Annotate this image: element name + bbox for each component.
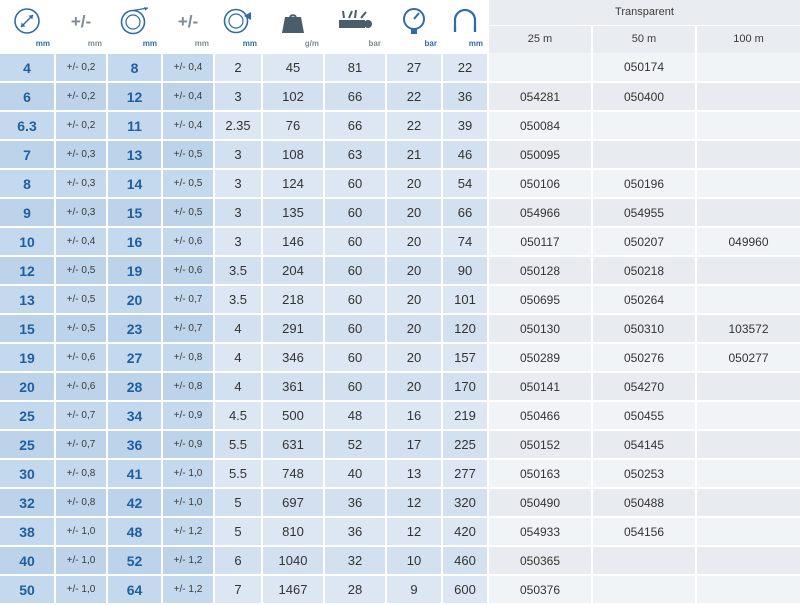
cell-wall-thickness: 4.5 <box>214 401 262 430</box>
header-unit-od: mm <box>142 39 157 48</box>
tolerance-icon <box>163 2 213 32</box>
cell-inner-diameter: 12 <box>0 256 55 285</box>
cell-code-50m <box>592 575 696 604</box>
cell-code-25m: 050466 <box>488 401 592 430</box>
cell-bend-radius: 460 <box>442 546 488 575</box>
cell-code-100m <box>696 488 800 517</box>
header-unit-od-tol: mm <box>194 39 209 48</box>
outer-diameter-icon <box>108 2 161 36</box>
inner-diameter-icon <box>0 2 54 36</box>
cell-code-100m <box>696 372 800 401</box>
cell-inner-diameter: 25 <box>0 401 55 430</box>
cell-inner-diameter: 20 <box>0 372 55 401</box>
cell-inner-diameter: 19 <box>0 343 55 372</box>
cell-bend-radius: 101 <box>442 285 488 314</box>
cell-burst-pressure: 40 <box>324 459 386 488</box>
header-unit-bend: mm <box>468 39 483 48</box>
cell-burst-pressure: 66 <box>324 111 386 140</box>
cell-code-50m: 050455 <box>592 401 696 430</box>
cell-burst-pressure: 60 <box>324 285 386 314</box>
cell-burst-pressure: 63 <box>324 140 386 169</box>
cell-code-100m: 050277 <box>696 343 800 372</box>
cell-bend-radius: 157 <box>442 343 488 372</box>
cell-od-tolerance: +/- 0,9 <box>162 430 214 459</box>
cell-code-25m: 050163 <box>488 459 592 488</box>
cell-outer-diameter: 8 <box>107 53 162 82</box>
header-length-25m: 25 m <box>488 25 592 53</box>
cell-bend-radius: 277 <box>442 459 488 488</box>
cell-weight: 346 <box>262 343 324 372</box>
cell-working-pressure: 20 <box>386 314 442 343</box>
cell-code-100m <box>696 82 800 111</box>
cell-od-tolerance: +/- 0,4 <box>162 82 214 111</box>
cell-bend-radius: 225 <box>442 430 488 459</box>
cell-wall-thickness: 5 <box>214 488 262 517</box>
cell-code-100m <box>696 517 800 546</box>
cell-burst-pressure: 52 <box>324 430 386 459</box>
cell-code-25m: 050084 <box>488 111 592 140</box>
table-row <box>0 401 800 430</box>
cell-bend-radius: 46 <box>442 140 488 169</box>
cell-inner-diameter: 32 <box>0 488 55 517</box>
cell-inner-diameter: 15 <box>0 314 55 343</box>
cell-od-tolerance: +/- 1,0 <box>162 488 214 517</box>
cell-code-50m: 054145 <box>592 430 696 459</box>
table-row <box>0 53 800 82</box>
cell-working-pressure: 10 <box>386 546 442 575</box>
cell-weight: 500 <box>262 401 324 430</box>
cell-code-100m <box>696 256 800 285</box>
cell-code-50m: 050400 <box>592 82 696 111</box>
cell-id-tolerance: +/- 0,3 <box>55 169 107 198</box>
header-length-100m: 100 m <box>696 25 800 53</box>
cell-weight: 108 <box>262 140 324 169</box>
cell-bend-radius: 39 <box>442 111 488 140</box>
cell-working-pressure: 21 <box>386 140 442 169</box>
cell-working-pressure: 20 <box>386 285 442 314</box>
table-header <box>0 0 800 53</box>
cell-od-tolerance: +/- 0,6 <box>162 256 214 285</box>
cell-od-tolerance: +/- 1,2 <box>162 517 214 546</box>
cell-id-tolerance: +/- 0,7 <box>55 430 107 459</box>
cell-code-50m <box>592 111 696 140</box>
cell-wall-thickness: 4 <box>214 372 262 401</box>
cell-id-tolerance: +/- 0,2 <box>55 53 107 82</box>
cell-burst-pressure: 60 <box>324 343 386 372</box>
table-row <box>0 140 800 169</box>
cell-code-50m: 050253 <box>592 459 696 488</box>
table-row <box>0 111 800 140</box>
header-group-transparent: Transparent <box>488 0 800 25</box>
header-bend-radius <box>442 0 488 53</box>
cell-working-pressure: 13 <box>386 459 442 488</box>
cell-burst-pressure: 32 <box>324 546 386 575</box>
header-burst-pressure <box>324 0 386 53</box>
cell-wall-thickness: 3.5 <box>214 256 262 285</box>
cell-code-100m <box>696 401 800 430</box>
cell-od-tolerance: +/- 0,7 <box>162 285 214 314</box>
cell-outer-diameter: 23 <box>107 314 162 343</box>
header-id-tolerance <box>55 0 107 53</box>
bend-radius-icon <box>443 2 487 36</box>
cell-inner-diameter: 8 <box>0 169 55 198</box>
cell-inner-diameter: 40 <box>0 546 55 575</box>
table-row <box>0 314 800 343</box>
cell-code-50m: 050174 <box>592 53 696 82</box>
cell-bend-radius: 36 <box>442 82 488 111</box>
cell-wall-thickness: 3 <box>214 169 262 198</box>
cell-code-25m <box>488 53 592 82</box>
header-row-top <box>0 0 800 25</box>
table-row <box>0 256 800 285</box>
cell-id-tolerance: +/- 1,0 <box>55 546 107 575</box>
cell-od-tolerance: +/- 0,7 <box>162 314 214 343</box>
cell-working-pressure: 16 <box>386 401 442 430</box>
table-row <box>0 430 800 459</box>
cell-burst-pressure: 36 <box>324 488 386 517</box>
table-row <box>0 198 800 227</box>
cell-id-tolerance: +/- 0,8 <box>55 459 107 488</box>
cell-id-tolerance: +/- 0,2 <box>55 111 107 140</box>
cell-bend-radius: 90 <box>442 256 488 285</box>
cell-outer-diameter: 64 <box>107 575 162 604</box>
cell-code-50m <box>592 140 696 169</box>
cell-burst-pressure: 66 <box>324 82 386 111</box>
cell-code-50m: 050218 <box>592 256 696 285</box>
cell-bend-radius: 22 <box>442 53 488 82</box>
cell-inner-diameter: 38 <box>0 517 55 546</box>
cell-od-tolerance: +/- 0,8 <box>162 343 214 372</box>
cell-burst-pressure: 81 <box>324 53 386 82</box>
cell-od-tolerance: +/- 1,2 <box>162 575 214 604</box>
cell-inner-diameter: 25 <box>0 430 55 459</box>
cell-burst-pressure: 48 <box>324 401 386 430</box>
cell-working-pressure: 9 <box>386 575 442 604</box>
header-wall-thickness <box>214 0 262 53</box>
cell-code-100m <box>696 53 800 82</box>
cell-id-tolerance: +/- 0,3 <box>55 140 107 169</box>
cell-bend-radius: 600 <box>442 575 488 604</box>
header-working-pressure <box>386 0 442 53</box>
cell-bend-radius: 219 <box>442 401 488 430</box>
cell-working-pressure: 22 <box>386 82 442 111</box>
cell-od-tolerance: +/- 0,4 <box>162 53 214 82</box>
cell-inner-diameter: 10 <box>0 227 55 256</box>
cell-wall-thickness: 3 <box>214 198 262 227</box>
cell-code-25m: 050289 <box>488 343 592 372</box>
cell-working-pressure: 12 <box>386 517 442 546</box>
cell-bend-radius: 74 <box>442 227 488 256</box>
cell-code-50m: 054270 <box>592 372 696 401</box>
cell-od-tolerance: +/- 0,9 <box>162 401 214 430</box>
cell-od-tolerance: +/- 1,2 <box>162 546 214 575</box>
cell-outer-diameter: 42 <box>107 488 162 517</box>
cell-id-tolerance: +/- 0,6 <box>55 343 107 372</box>
cell-outer-diameter: 27 <box>107 343 162 372</box>
cell-inner-diameter: 50 <box>0 575 55 604</box>
cell-weight: 361 <box>262 372 324 401</box>
table-row <box>0 343 800 372</box>
tolerance-icon <box>56 2 106 32</box>
header-od-tolerance <box>162 0 214 53</box>
cell-code-100m: 103572 <box>696 314 800 343</box>
cell-weight: 810 <box>262 517 324 546</box>
cell-code-50m: 050196 <box>592 169 696 198</box>
cell-code-50m: 050488 <box>592 488 696 517</box>
header-unit-burst: bar <box>368 39 381 48</box>
cell-bend-radius: 420 <box>442 517 488 546</box>
table-body <box>0 53 800 604</box>
cell-burst-pressure: 60 <box>324 372 386 401</box>
header-inner-diameter <box>0 0 55 53</box>
cell-inner-diameter: 4 <box>0 53 55 82</box>
cell-working-pressure: 20 <box>386 227 442 256</box>
cell-od-tolerance: +/- 0,6 <box>162 227 214 256</box>
header-unit-id: mm <box>35 39 50 48</box>
cell-weight: 748 <box>262 459 324 488</box>
cell-wall-thickness: 3 <box>214 140 262 169</box>
cell-working-pressure: 20 <box>386 343 442 372</box>
cell-working-pressure: 12 <box>386 488 442 517</box>
cell-weight: 135 <box>262 198 324 227</box>
cell-id-tolerance: +/- 0,6 <box>55 372 107 401</box>
cell-outer-diameter: 16 <box>107 227 162 256</box>
cell-outer-diameter: 41 <box>107 459 162 488</box>
cell-code-25m: 050376 <box>488 575 592 604</box>
cell-id-tolerance: +/- 0,3 <box>55 198 107 227</box>
cell-burst-pressure: 60 <box>324 198 386 227</box>
header-unit-weight: g/m <box>304 39 319 48</box>
cell-wall-thickness: 5.5 <box>214 430 262 459</box>
table-row <box>0 459 800 488</box>
cell-working-pressure: 20 <box>386 256 442 285</box>
cell-code-100m <box>696 430 800 459</box>
cell-code-25m: 050490 <box>488 488 592 517</box>
cell-code-25m: 054966 <box>488 198 592 227</box>
cell-outer-diameter: 48 <box>107 517 162 546</box>
cell-wall-thickness: 4 <box>214 343 262 372</box>
table-row <box>0 575 800 604</box>
cell-code-25m: 050130 <box>488 314 592 343</box>
cell-code-100m <box>696 285 800 314</box>
cell-outer-diameter: 28 <box>107 372 162 401</box>
cell-weight: 76 <box>262 111 324 140</box>
cell-wall-thickness: 3.5 <box>214 285 262 314</box>
cell-od-tolerance: +/- 0,8 <box>162 372 214 401</box>
cell-weight: 1467 <box>262 575 324 604</box>
cell-bend-radius: 320 <box>442 488 488 517</box>
cell-code-50m <box>592 546 696 575</box>
cell-code-100m <box>696 546 800 575</box>
cell-code-100m <box>696 169 800 198</box>
cell-outer-diameter: 14 <box>107 169 162 198</box>
cell-id-tolerance: +/- 0,2 <box>55 82 107 111</box>
cell-bend-radius: 120 <box>442 314 488 343</box>
cell-id-tolerance: +/- 0,5 <box>55 314 107 343</box>
cell-code-25m: 054933 <box>488 517 592 546</box>
working-pressure-gauge-icon <box>387 2 441 36</box>
cell-outer-diameter: 36 <box>107 430 162 459</box>
cell-od-tolerance: +/- 1,0 <box>162 459 214 488</box>
cell-outer-diameter: 34 <box>107 401 162 430</box>
cell-code-100m: 049960 <box>696 227 800 256</box>
cell-weight: 45 <box>262 53 324 82</box>
cell-id-tolerance: +/- 0,5 <box>55 285 107 314</box>
table-row <box>0 82 800 111</box>
cell-burst-pressure: 60 <box>324 227 386 256</box>
cell-code-100m <box>696 575 800 604</box>
cell-code-100m <box>696 459 800 488</box>
cell-weight: 291 <box>262 314 324 343</box>
cell-burst-pressure: 36 <box>324 517 386 546</box>
cell-id-tolerance: +/- 0,8 <box>55 488 107 517</box>
cell-code-25m: 054281 <box>488 82 592 111</box>
cell-working-pressure: 17 <box>386 430 442 459</box>
table-row <box>0 517 800 546</box>
cell-bend-radius: 170 <box>442 372 488 401</box>
table-row <box>0 488 800 517</box>
cell-id-tolerance: +/- 0,5 <box>55 256 107 285</box>
cell-weight: 102 <box>262 82 324 111</box>
cell-inner-diameter: 9 <box>0 198 55 227</box>
header-weight <box>262 0 324 53</box>
cell-id-tolerance: +/- 1,0 <box>55 575 107 604</box>
cell-code-25m: 050695 <box>488 285 592 314</box>
table-row <box>0 285 800 314</box>
cell-wall-thickness: 4 <box>214 314 262 343</box>
cell-code-25m: 050152 <box>488 430 592 459</box>
burst-pressure-icon <box>325 2 385 36</box>
wall-thickness-icon <box>215 2 261 36</box>
cell-weight: 631 <box>262 430 324 459</box>
cell-outer-diameter: 11 <box>107 111 162 140</box>
cell-working-pressure: 20 <box>386 169 442 198</box>
table-row <box>0 169 800 198</box>
header-unit-wall: mm <box>242 39 257 48</box>
header-unit-id-tol: mm <box>87 39 102 48</box>
cell-code-50m: 054156 <box>592 517 696 546</box>
cell-burst-pressure: 28 <box>324 575 386 604</box>
cell-wall-thickness: 6 <box>214 546 262 575</box>
cell-outer-diameter: 13 <box>107 140 162 169</box>
cell-code-25m: 050095 <box>488 140 592 169</box>
cell-wall-thickness: 2 <box>214 53 262 82</box>
cell-weight: 218 <box>262 285 324 314</box>
cell-outer-diameter: 19 <box>107 256 162 285</box>
cell-od-tolerance: +/- 0,4 <box>162 111 214 140</box>
cell-bend-radius: 66 <box>442 198 488 227</box>
cell-inner-diameter: 6.3 <box>0 111 55 140</box>
cell-wall-thickness: 5 <box>214 517 262 546</box>
cell-wall-thickness: 7 <box>214 575 262 604</box>
cell-weight: 124 <box>262 169 324 198</box>
header-tolerance-label-od: +/- <box>177 12 199 31</box>
cell-working-pressure: 27 <box>386 53 442 82</box>
cell-inner-diameter: 13 <box>0 285 55 314</box>
cell-code-100m <box>696 111 800 140</box>
cell-weight: 146 <box>262 227 324 256</box>
cell-code-100m <box>696 198 800 227</box>
cell-od-tolerance: +/- 0,5 <box>162 169 214 198</box>
cell-code-100m <box>696 140 800 169</box>
cell-id-tolerance: +/- 1,0 <box>55 517 107 546</box>
cell-wall-thickness: 2.35 <box>214 111 262 140</box>
header-outer-diameter <box>107 0 162 53</box>
cell-wall-thickness: 5.5 <box>214 459 262 488</box>
cell-code-25m: 050141 <box>488 372 592 401</box>
cell-code-50m: 050207 <box>592 227 696 256</box>
cell-weight: 1040 <box>262 546 324 575</box>
cell-working-pressure: 20 <box>386 372 442 401</box>
cell-outer-diameter: 12 <box>107 82 162 111</box>
table-row <box>0 227 800 256</box>
cell-weight: 204 <box>262 256 324 285</box>
cell-burst-pressure: 60 <box>324 256 386 285</box>
cell-outer-diameter: 52 <box>107 546 162 575</box>
header-length-50m: 50 m <box>592 25 696 53</box>
cell-working-pressure: 22 <box>386 111 442 140</box>
cell-code-50m: 054955 <box>592 198 696 227</box>
cell-od-tolerance: +/- 0,5 <box>162 198 214 227</box>
cell-inner-diameter: 7 <box>0 140 55 169</box>
cell-wall-thickness: 3 <box>214 82 262 111</box>
cell-id-tolerance: +/- 0,4 <box>55 227 107 256</box>
cell-code-25m: 050117 <box>488 227 592 256</box>
cell-code-50m: 050310 <box>592 314 696 343</box>
cell-od-tolerance: +/- 0,5 <box>162 140 214 169</box>
cell-code-25m: 050106 <box>488 169 592 198</box>
header-tolerance-label-id: +/- <box>70 12 92 31</box>
cell-burst-pressure: 60 <box>324 169 386 198</box>
cell-outer-diameter: 15 <box>107 198 162 227</box>
cell-code-50m: 050276 <box>592 343 696 372</box>
cell-id-tolerance: +/- 0,7 <box>55 401 107 430</box>
cell-weight: 697 <box>262 488 324 517</box>
header-unit-working: bar <box>424 39 437 48</box>
cell-code-25m: 050128 <box>488 256 592 285</box>
cell-outer-diameter: 20 <box>107 285 162 314</box>
table-row <box>0 546 800 575</box>
cell-burst-pressure: 60 <box>324 314 386 343</box>
cell-code-50m: 050264 <box>592 285 696 314</box>
cell-bend-radius: 54 <box>442 169 488 198</box>
weight-icon <box>263 2 323 36</box>
cell-code-25m: 050365 <box>488 546 592 575</box>
cell-inner-diameter: 30 <box>0 459 55 488</box>
table-row <box>0 372 800 401</box>
cell-inner-diameter: 6 <box>0 82 55 111</box>
cell-working-pressure: 20 <box>386 198 442 227</box>
cell-wall-thickness: 3 <box>214 227 262 256</box>
